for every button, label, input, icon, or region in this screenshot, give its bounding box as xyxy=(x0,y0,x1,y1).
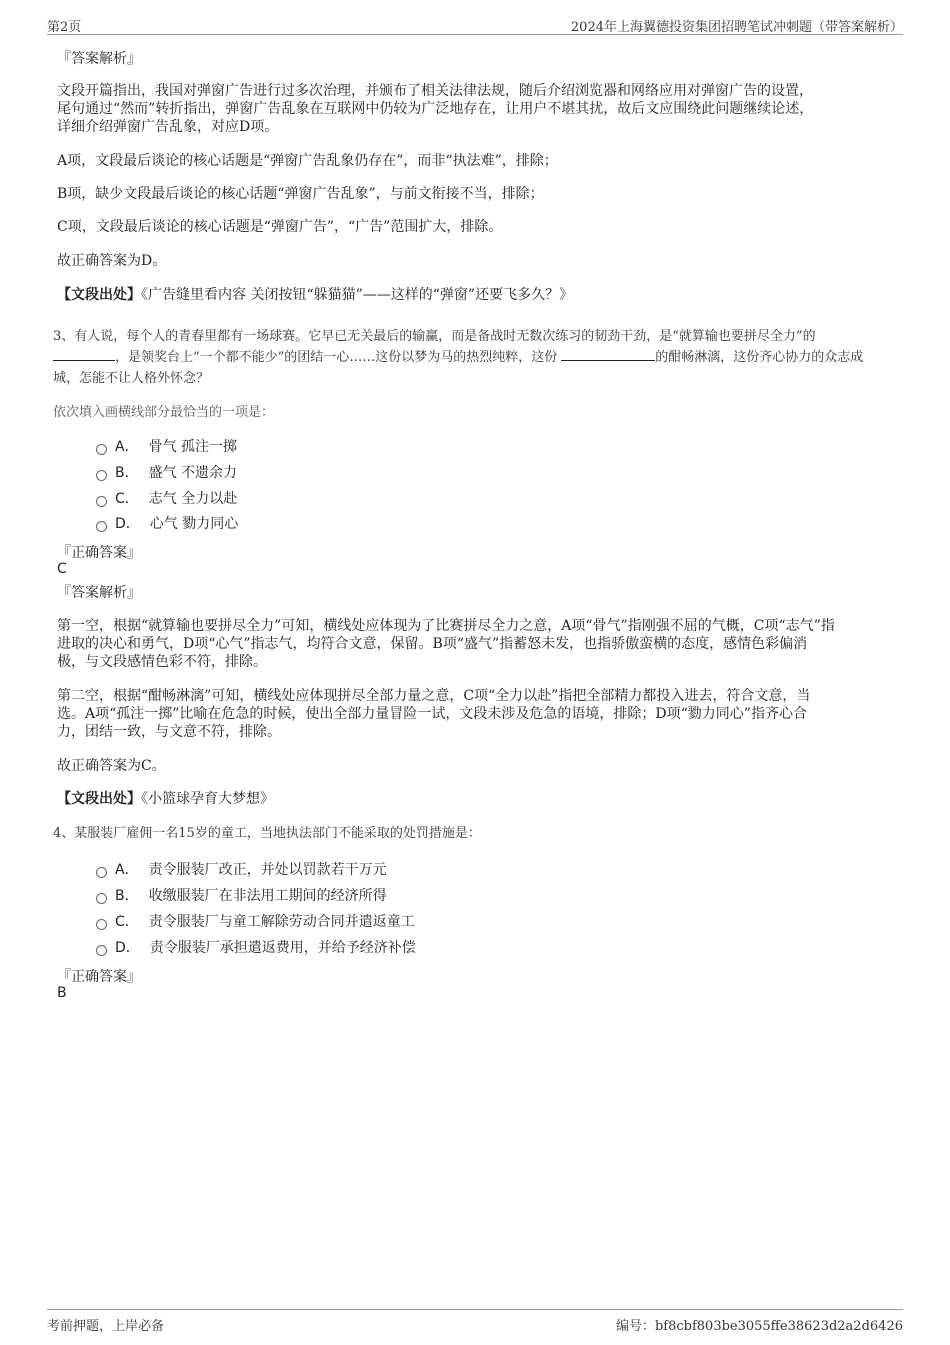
option-c-analysis: C项，文段最后谈论的核心话题是“弹窗广告”，“广告”范围扩大，排除。 xyxy=(57,219,503,235)
text-line: 选。A项“孤注一掷”比喻在危急的时候，使出全部力量冒险一试，文段未涉及危急的语境，排除；D项“勠力同心”指齐心合 xyxy=(57,706,807,722)
source-label: 【文段出处】 xyxy=(57,287,141,303)
text-line: 进取的决心和勇气，D项“心气”指志气，均符合文意，保留。B项“盛气”指蓄怒未发，也指骄傲蛮横的态度，感情色彩偏消 xyxy=(57,636,808,652)
text-line: 尾句通过“然而”转折指出，弹窗广告乱象在互联网中仍较为广泛地存在，让用户不堪其扰，故后文应围绕此问题继续论述， xyxy=(57,101,814,117)
radio-button[interactable] xyxy=(96,919,107,930)
conclusion: 故正确答案为D。 xyxy=(57,253,167,269)
page-header xyxy=(47,14,903,35)
option-letter: D． xyxy=(115,940,140,956)
text-line: 文段开篇指出，我国对弹窗广告进行过多次治理，并颁布了相关法律法规，随后介绍浏览器和网络应用对弹窗广告的设置， xyxy=(57,83,813,99)
option-c[interactable] xyxy=(96,911,415,931)
page-footer xyxy=(47,1309,903,1338)
analysis-label: 『答案解析』 xyxy=(57,51,141,67)
source-line xyxy=(57,286,897,304)
radio-button[interactable] xyxy=(96,496,107,507)
stem-text: 的酣畅淋漓，这份齐心协力的众志成 xyxy=(655,350,864,365)
question-4-stem: 4、某服装厂雇佣一名15岁的童工，当地执法部门不能采取的处罚措施是： xyxy=(53,826,481,841)
option-letter: A． xyxy=(115,439,139,455)
footer-slogan: 考前押题，上岸必备 xyxy=(47,1319,165,1334)
option-a[interactable] xyxy=(96,436,237,456)
option-letter: C． xyxy=(115,914,139,930)
stem-text: ，是领奖台上“一个都不能少”的团结一心……这份以梦为马的热烈纯粹，这份 xyxy=(115,350,558,365)
option-d[interactable] xyxy=(96,937,416,957)
source-label: 【文段出处】 xyxy=(57,791,141,807)
analysis-label: 『答案解析』 xyxy=(57,585,141,601)
option-a[interactable] xyxy=(96,859,387,879)
correct-answer-label: 『正确答案』 xyxy=(57,545,141,561)
question-3-stem xyxy=(53,326,898,389)
text-line: 第一空，根据“就算输也要拼尽全力”可知，横线处应体现为了比赛拼尽全力之意，A项“骨气”指刚强不屈的气概，C项“志气”指 xyxy=(57,618,835,634)
correct-answer: C xyxy=(57,561,67,577)
question-3-instruction: 依次填入画横线部分最恰当的一项是： xyxy=(53,405,275,420)
option-text: 收缴服装厂在非法用工期间的经济所得 xyxy=(148,888,387,904)
analysis-paragraph-2 xyxy=(57,687,897,741)
text-line: 第二空，根据“酣畅淋漓”可知，横线处应体现拼尽全部力量之意，C项“全力以赴”指把全部精力都投入进去，符合文意，当 xyxy=(57,688,811,704)
option-b[interactable] xyxy=(96,885,387,905)
option-text: 责令服装厂承担遣返费用，并给予经济补偿 xyxy=(149,940,416,956)
radio-button[interactable] xyxy=(96,521,107,532)
text-line: 3、有人说，每个人的青春里都有一场球赛。它早已无关最后的输赢，而是备战时无数次练习的韧劲干劲，是“就算输也要拼尽全力”的 xyxy=(53,329,816,344)
blank-line xyxy=(53,348,115,361)
option-text: 心气 勠力同心 xyxy=(149,516,239,532)
text-line xyxy=(53,347,898,368)
text-line: 城，怎能不让人格外怀念？ xyxy=(53,371,210,386)
radio-button[interactable] xyxy=(96,470,107,481)
correct-answer: B xyxy=(57,985,67,1001)
option-a-analysis: A项，文段最后谈论的核心话题是“弹窗广告乱象仍存在”，而非“执法难”，排除； xyxy=(57,153,558,169)
option-letter: A． xyxy=(115,862,139,878)
document-id: 编号：bf8cbf803be3055ffe38623d2a2d6426 xyxy=(615,1319,903,1334)
source-title: 《小篮球孕育大梦想》 xyxy=(141,791,274,807)
source-title: 《广告缝里看内容 关闭按钮“躲猫猫”——这样的“弹窗”还要飞多久？》 xyxy=(141,287,574,303)
option-b[interactable] xyxy=(96,462,237,482)
analysis-paragraph xyxy=(57,82,897,136)
option-text: 责令服装厂与童工解除劳动合同并遣返童工 xyxy=(148,914,415,930)
analysis-paragraph-1 xyxy=(57,617,897,671)
option-letter: D． xyxy=(115,516,140,532)
option-text: 盛气 不遗余力 xyxy=(148,465,238,481)
option-text: 责令服装厂改正，并处以罚款若干万元 xyxy=(148,862,387,878)
correct-answer-label: 『正确答案』 xyxy=(57,969,141,985)
radio-button[interactable] xyxy=(96,945,107,956)
radio-button[interactable] xyxy=(96,444,107,455)
option-letter: B． xyxy=(115,888,139,904)
option-b-analysis: B项，缺少文段最后谈论的核心话题“弹窗广告乱象”，与前文衔接不当，排除； xyxy=(57,186,544,202)
radio-button[interactable] xyxy=(96,867,107,878)
blank-line xyxy=(561,348,655,361)
document-title: 2024年上海翼德投资集团招聘笔试冲刺题（带答案解析） xyxy=(570,20,903,35)
text-line: 力，团结一致，与文意不符，排除。 xyxy=(57,724,281,740)
option-c[interactable] xyxy=(96,488,237,508)
option-letter: C． xyxy=(115,491,139,507)
text-line: 极，与文段感情色彩不符，排除。 xyxy=(57,654,267,670)
option-text: 志气 全力以赴 xyxy=(148,491,238,507)
option-text: 骨气 孤注一掷 xyxy=(148,439,238,455)
text-line: 详细介绍弹窗广告乱象，对应D项。 xyxy=(57,119,279,135)
option-letter: B． xyxy=(115,465,139,481)
option-d[interactable] xyxy=(96,513,238,533)
source-line xyxy=(57,790,897,808)
page-number: 第2页 xyxy=(47,20,82,35)
conclusion: 故正确答案为C。 xyxy=(57,758,166,774)
radio-button[interactable] xyxy=(96,893,107,904)
